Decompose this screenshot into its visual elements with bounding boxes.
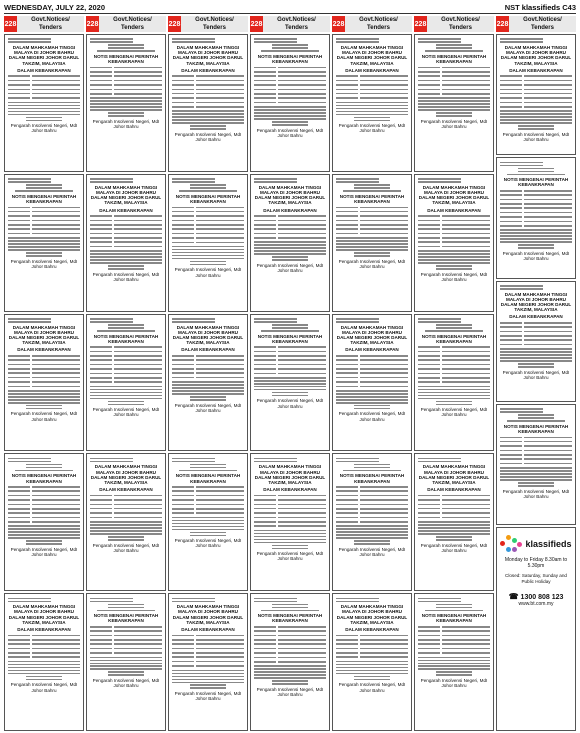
notice-officer: Pengarah Insolvensi Negeri, MdI Johor Bahru bbox=[502, 131, 570, 143]
notice-officer: Pengarah Insolvensi Negeri, MdI Johor Bahru bbox=[338, 411, 406, 422]
gazette-notice bbox=[86, 593, 166, 731]
klassifieds-logo: klassifieds bbox=[500, 535, 571, 553]
notice-officer: Pengarah Insolvensi Negeri, MdI Johor Bahru bbox=[174, 538, 242, 549]
notice-officer: Pengarah Insolvensi Negeri, MdI Johor Bahru bbox=[10, 258, 78, 269]
gazette-notice bbox=[414, 593, 494, 731]
notice-officer: Pengarah Insolvensi Negeri, MdI Johor Bahru bbox=[174, 402, 242, 413]
notice-heading: DALAM KEBANKRAPAN bbox=[17, 626, 71, 632]
section-title: Govt.Notices/ Tenders bbox=[277, 17, 316, 31]
notice-heading: NOTIS MENGENAI PERINTAH KEBANKRAPAN bbox=[257, 613, 323, 624]
page-date: WEDNESDAY, JULY 22, 2020 bbox=[4, 3, 106, 12]
notice-court: DALAM MAHKAMAH TINGGI MALAYA DI JOHOR BAHRU DALAM NEGERI JOHOR DARUL TAKZIM, MALAYSIA bbox=[418, 184, 490, 206]
gazette-notice bbox=[168, 453, 248, 591]
notice-officer: Pengarah Insolvensi Negeri, MdI Johor Bahru bbox=[256, 262, 324, 274]
gazette-notice bbox=[86, 174, 166, 312]
gazette-notice bbox=[332, 174, 412, 312]
notice-heading: NOTIS MENGENAI PERINTAH KEBANKRAPAN bbox=[421, 53, 487, 65]
notice-officer: Pengarah Insolvensi Negeri, MdI Johor Bahru bbox=[420, 542, 488, 553]
notice-heading: NOTIS MENGENAI PERINTAH KEBANKRAPAN bbox=[11, 193, 77, 204]
notice-court: DALAM MAHKAMAH TINGGI MALAYA DI JOHOR BAHRU DALAM NEGERI JOHOR DARUL TAKZIM, MALAYSIA bbox=[8, 44, 80, 66]
gazette-notice bbox=[250, 34, 330, 172]
advert-website: www.bt.com.my bbox=[518, 601, 554, 608]
gazette-notice bbox=[4, 314, 84, 452]
notice-officer: Pengarah Insolvensi Negeri, MdI Johor Bahru bbox=[10, 123, 78, 134]
notice-heading: NOTIS MENGENAI PERINTAH KEBANKRAPAN bbox=[93, 333, 159, 344]
notice-court: DALAM MAHKAMAH TINGGI MALAYA DI JOHOR BAHRU DALAM NEGERI JOHOR DARUL TAKZIM, MALAYSIA bbox=[254, 464, 326, 485]
gazette-notice bbox=[332, 593, 412, 731]
notice-officer: Pengarah Insolvensi Negeri, MdI Johor Bahru bbox=[174, 131, 242, 143]
gazette-notice bbox=[86, 314, 166, 452]
notice-court: DALAM MAHKAMAH TINGGI MALAYA DI JOHOR BAHRU DALAM NEGERI JOHOR DARUL TAKZIM, MALAYSIA bbox=[418, 464, 490, 485]
notice-column bbox=[414, 34, 494, 731]
section-header bbox=[414, 16, 494, 32]
section-number: 228 bbox=[496, 16, 509, 32]
notice-officer: Pengarah Insolvensi Negeri, MdI Johor Bahru bbox=[502, 488, 570, 499]
notice-heading: NOTIS MENGENAI PERINTAH KEBANKRAPAN bbox=[503, 423, 569, 434]
section-header bbox=[496, 16, 576, 32]
notice-heading: DALAM KEBANKRAPAN bbox=[181, 67, 235, 73]
section-header bbox=[86, 16, 166, 32]
notice-officer: Pengarah Insolvensi Negeri, MdI Johor Bahru bbox=[92, 118, 160, 130]
advert-phone: ☎ 1300 808 123 bbox=[508, 592, 564, 602]
notice-court: DALAM MAHKAMAH TINGGI MALAYA DI JOHOR BAHRU DALAM NEGERI JOHOR DARUL TAKZIM, MALAYSIA bbox=[8, 324, 80, 346]
advert-closed: Closed: Saturday, Sunday and Public Holiday bbox=[505, 573, 567, 584]
notice-column bbox=[4, 34, 84, 731]
notice-court: DALAM MAHKAMAH TINGGI MALAYA DI JOHOR BAHRU DALAM NEGERI JOHOR DARUL TAKZIM, MALAYSIA bbox=[172, 44, 244, 66]
notice-heading: DALAM KEBANKRAPAN bbox=[345, 626, 399, 632]
notice-officer: Pengarah Insolvensi Negeri, MdI Johor Bahru bbox=[420, 407, 488, 418]
notice-heading: NOTIS MENGENAI PERINTAH KEBANKRAPAN bbox=[421, 333, 487, 344]
gazette-notice bbox=[168, 174, 248, 312]
notice-column bbox=[250, 34, 330, 731]
gazette-notice bbox=[86, 34, 166, 172]
gazette-notice bbox=[250, 174, 330, 312]
notice-officer: Pengarah Insolvensi Negeri, MdI Johor Bahru bbox=[420, 271, 488, 282]
notice-officer: Pengarah Insolvensi Negeri, MdI Johor Bahru bbox=[92, 678, 160, 689]
notice-court: DALAM MAHKAMAH TINGGI MALAYA DI JOHOR BAHRU DALAM NEGERI JOHOR DARUL TAKZIM, MALAYSIA bbox=[90, 464, 162, 485]
notice-column bbox=[332, 34, 412, 731]
notice-heading: DALAM KEBANKRAPAN bbox=[509, 67, 563, 73]
notice-heading: DALAM KEBANKRAPAN bbox=[181, 626, 235, 632]
section-number: 228 bbox=[332, 16, 345, 32]
notice-court: DALAM MAHKAMAH TINGGI MALAYA DI JOHOR BAHRU DALAM NEGERI JOHOR DARUL TAKZIM, MALAYSIA bbox=[336, 324, 408, 346]
gazette-notice bbox=[250, 314, 330, 452]
notice-heading: NOTIS MENGENAI PERINTAH KEBANKRAPAN bbox=[257, 53, 323, 65]
notice-column bbox=[86, 34, 166, 731]
notice-heading: DALAM KEBANKRAPAN bbox=[345, 347, 399, 353]
notice-heading: DALAM KEBANKRAPAN bbox=[99, 487, 153, 493]
notice-officer: Pengarah Insolvensi Negeri, MdI Johor Bahru bbox=[92, 271, 160, 282]
notice-heading: NOTIS MENGENAI PERINTAH KEBANKRAPAN bbox=[503, 177, 569, 188]
notice-court: DALAM MAHKAMAH TINGGI MALAYA DI JOHOR BAHRU DALAM NEGERI JOHOR DARUL TAKZIM, MALAYSIA bbox=[336, 604, 408, 625]
notice-court: DALAM MAHKAMAH TINGGI MALAYA DI JOHOR BAHRU DALAM NEGERI JOHOR DARUL TAKZIM, MALAYSIA bbox=[254, 184, 326, 206]
section-headers bbox=[4, 16, 576, 32]
notice-heading: DALAM KEBANKRAPAN bbox=[427, 487, 481, 493]
notice-officer: Pengarah Insolvensi Negeri, MdI Johor Bahru bbox=[174, 691, 242, 702]
gazette-notice bbox=[4, 34, 84, 172]
notice-officer: Pengarah Insolvensi Negeri, MdI Johor Bahru bbox=[338, 546, 406, 558]
notice-heading: NOTIS MENGENAI PERINTAH KEBANKRAPAN bbox=[93, 613, 159, 624]
notice-heading: DALAM KEBANKRAPAN bbox=[99, 207, 153, 213]
notice-heading: NOTIS MENGENAI PERINTAH KEBANKRAPAN bbox=[421, 613, 487, 624]
notice-heading: DALAM KEBANKRAPAN bbox=[17, 67, 71, 73]
section-title: Govt.Notices/ Tenders bbox=[31, 17, 70, 31]
notice-column bbox=[496, 34, 576, 731]
gazette-notice bbox=[332, 453, 412, 591]
notice-heading: NOTIS MENGENAI PERINTAH KEBANKRAPAN bbox=[339, 193, 405, 204]
gazette-notice bbox=[4, 453, 84, 591]
notice-heading: DALAM KEBANKRAPAN bbox=[17, 347, 71, 353]
section-number: 228 bbox=[168, 16, 181, 32]
notice-officer: Pengarah Insolvensi Negeri, MdI Johor Bahru bbox=[256, 686, 324, 697]
gazette-notice bbox=[332, 314, 412, 452]
notice-heading: DALAM KEBANKRAPAN bbox=[263, 487, 317, 493]
notice-heading: DALAM KEBANKRAPAN bbox=[263, 207, 317, 213]
notice-officer: Pengarah Insolvensi Negeri, MdI Johor Bahru bbox=[338, 258, 406, 269]
notice-heading: DALAM KEBANKRAPAN bbox=[509, 314, 563, 320]
notice-heading: NOTIS MENGENAI PERINTAH KEBANKRAPAN bbox=[257, 333, 323, 344]
page-masthead: NST klassifieds C43 bbox=[504, 3, 576, 12]
advert-hours: Monday to Friday 8.30am to 5.30pm bbox=[504, 557, 568, 570]
gazette-notice bbox=[496, 157, 576, 278]
notice-heading: DALAM KEBANKRAPAN bbox=[345, 67, 399, 73]
notice-court: DALAM MAHKAMAH TINGGI MALAYA DI JOHOR BAHRU DALAM NEGERI JOHOR DARUL TAKZIM, MALAYSIA bbox=[8, 604, 80, 625]
section-title: Govt.Notices/ Tenders bbox=[441, 17, 480, 31]
section-header bbox=[4, 16, 84, 32]
notice-officer: Pengarah Insolvensi Negeri, MdI Johor Bahru bbox=[338, 682, 406, 693]
notice-officer: Pengarah Insolvensi Negeri, MdI Johor Bahru bbox=[338, 123, 406, 134]
notice-officer: Pengarah Insolvensi Negeri, MdI Johor Bahru bbox=[10, 546, 78, 558]
klassifieds-advert bbox=[496, 527, 576, 731]
notice-column bbox=[168, 34, 248, 731]
gazette-notice bbox=[332, 34, 412, 172]
section-title: Govt.Notices/ Tenders bbox=[195, 17, 234, 31]
section-header bbox=[250, 16, 330, 32]
phone-icon: ☎ bbox=[508, 592, 519, 602]
notice-heading: NOTIS MENGENAI PERINTAH KEBANKRAPAN bbox=[339, 473, 405, 484]
notice-officer: Pengarah Insolvensi Negeri, MdI Johor Bahru bbox=[420, 678, 488, 689]
notice-officer: Pengarah Insolvensi Negeri, MdI Johor Bahru bbox=[256, 551, 324, 562]
gazette-notice bbox=[86, 453, 166, 591]
section-title: Govt.Notices/ Tenders bbox=[113, 17, 152, 31]
gazette-notice bbox=[4, 174, 84, 312]
gazette-notice bbox=[168, 34, 248, 172]
gazette-notice bbox=[496, 281, 576, 402]
section-number: 228 bbox=[414, 16, 427, 32]
gazette-notice bbox=[250, 593, 330, 731]
notice-heading: NOTIS MENGENAI PERINTAH KEBANKRAPAN bbox=[175, 193, 241, 204]
gazette-notice bbox=[168, 314, 248, 452]
gazette-notice bbox=[4, 593, 84, 731]
notice-court: DALAM MAHKAMAH TINGGI MALAYA DI JOHOR BAHRU DALAM NEGERI JOHOR DARUL TAKZIM, MALAYSIA bbox=[500, 291, 572, 313]
gazette-notice bbox=[496, 34, 576, 155]
notice-court: DALAM MAHKAMAH TINGGI MALAYA DI JOHOR BAHRU DALAM NEGERI JOHOR DARUL TAKZIM, MALAYSIA bbox=[500, 44, 572, 66]
page-header bbox=[4, 2, 576, 14]
notice-heading: NOTIS MENGENAI PERINTAH KEBANKRAPAN bbox=[93, 53, 159, 65]
section-title: Govt.Notices/ Tenders bbox=[359, 17, 398, 31]
gazette-notice bbox=[414, 174, 494, 312]
section-number: 228 bbox=[4, 16, 17, 32]
gazette-notice bbox=[414, 314, 494, 452]
section-number: 228 bbox=[86, 16, 99, 32]
gazette-notice bbox=[496, 404, 576, 525]
notice-officer: Pengarah Insolvensi Negeri, MdI Johor Bahru bbox=[502, 250, 570, 262]
notice-heading: DALAM KEBANKRAPAN bbox=[427, 207, 481, 213]
notice-court: DALAM MAHKAMAH TINGGI MALAYA DI JOHOR BAHRU DALAM NEGERI JOHOR DARUL TAKZIM, MALAYSIA bbox=[172, 324, 244, 346]
gazette-notice bbox=[250, 453, 330, 591]
section-header bbox=[332, 16, 412, 32]
notice-heading: NOTIS MENGENAI PERINTAH KEBANKRAPAN bbox=[175, 473, 241, 484]
notice-court: DALAM MAHKAMAH TINGGI MALAYA DI JOHOR BAHRU DALAM NEGERI JOHOR DARUL TAKZIM, MALAYSIA bbox=[336, 44, 408, 66]
notice-heading: NOTIS MENGENAI PERINTAH KEBANKRAPAN bbox=[11, 473, 77, 484]
notice-court: DALAM MAHKAMAH TINGGI MALAYA DI JOHOR BAHRU DALAM NEGERI JOHOR DARUL TAKZIM, MALAYSIA bbox=[90, 184, 162, 206]
notice-officer: Pengarah Insolvensi Negeri, MdI Johor Bahru bbox=[10, 682, 78, 693]
notice-officer: Pengarah Insolvensi Negeri, MdI Johor Bahru bbox=[92, 542, 160, 553]
notice-officer: Pengarah Insolvensi Negeri, MdI Johor Bahru bbox=[420, 118, 488, 130]
notice-columns bbox=[4, 34, 576, 731]
gazette-notice bbox=[414, 34, 494, 172]
notice-heading: DALAM KEBANKRAPAN bbox=[181, 347, 235, 353]
notice-officer: Pengarah Insolvensi Negeri, MdI Johor Bahru bbox=[502, 369, 570, 380]
notice-officer: Pengarah Insolvensi Negeri, MdI Johor Bahru bbox=[10, 411, 78, 422]
section-title: Govt.Notices/ Tenders bbox=[523, 17, 562, 31]
gazette-notice bbox=[414, 453, 494, 591]
notice-officer: Pengarah Insolvensi Negeri, MdI Johor Bahru bbox=[256, 398, 324, 409]
notice-officer: Pengarah Insolvensi Negeri, MdI Johor Bahru bbox=[92, 407, 160, 418]
section-header bbox=[168, 16, 248, 32]
notice-court: DALAM MAHKAMAH TINGGI MALAYA DI JOHOR BAHRU DALAM NEGERI JOHOR DARUL TAKZIM, MALAYSIA bbox=[172, 604, 244, 625]
dots-logo-icon bbox=[500, 535, 522, 553]
notice-officer: Pengarah Insolvensi Negeri, MdI Johor Bahru bbox=[174, 267, 242, 278]
gazette-notice bbox=[168, 593, 248, 731]
notice-officer: Pengarah Insolvensi Negeri, MdI Johor Bahru bbox=[256, 127, 324, 138]
section-number: 228 bbox=[250, 16, 263, 32]
